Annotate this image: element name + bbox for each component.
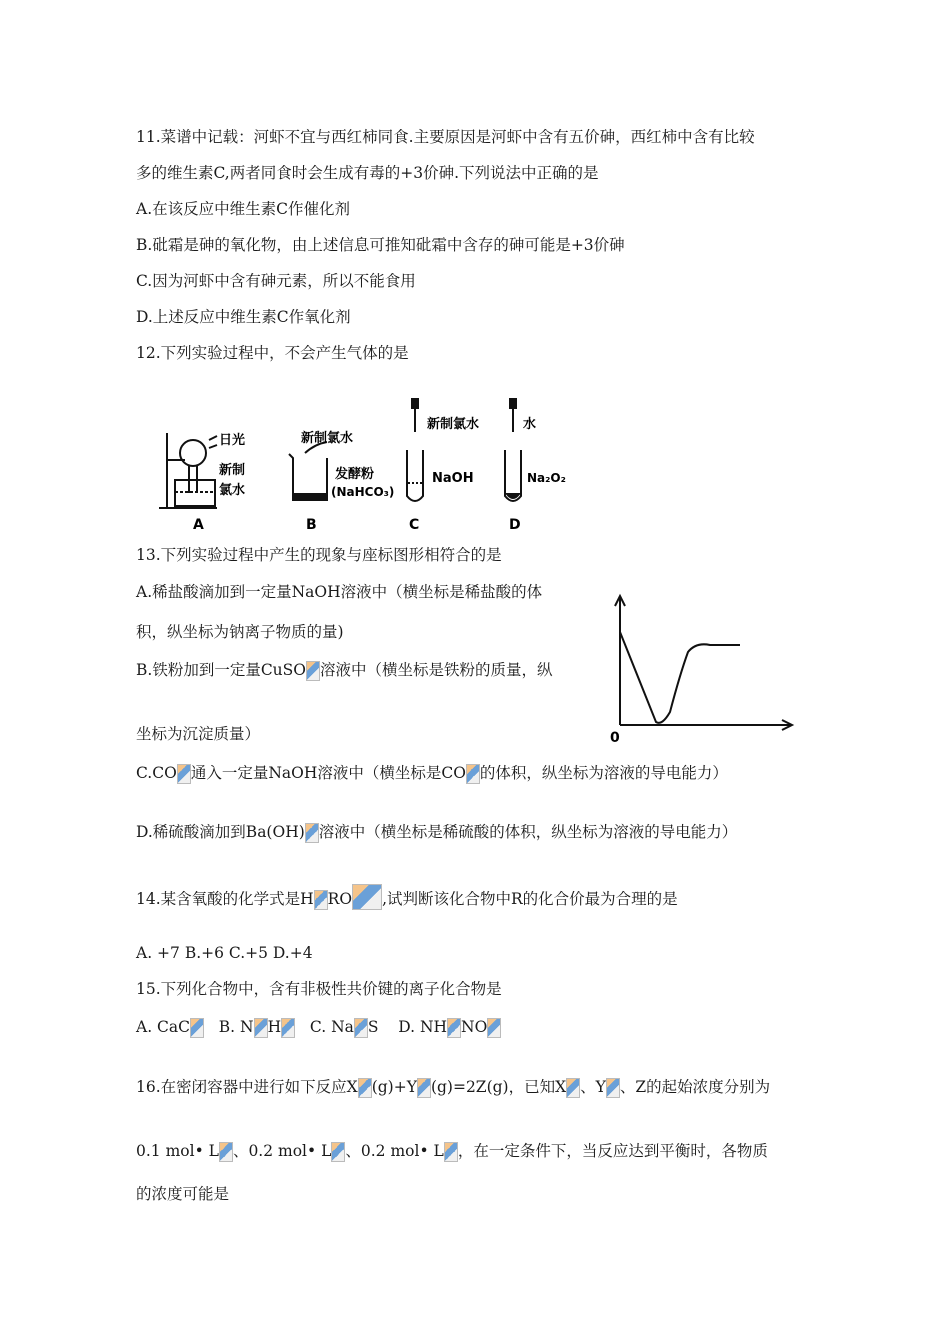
broken-image-icon bbox=[306, 661, 320, 681]
c-top-label: 新制氯水 bbox=[427, 417, 480, 432]
q11-option-a: A.在该反应中维生素C作催化剂 bbox=[136, 200, 350, 218]
q13-coordinate-graph bbox=[600, 590, 800, 745]
broken-image-icon bbox=[305, 823, 319, 843]
q14-stem: 14.某含氧酸的化学式是H RO ,试判断该化合物中R的化合价最为合理的是 bbox=[136, 884, 678, 910]
q13-option-c: C.CO 通入一定量NaOH溶液中（横坐标是CO 的体积，纵坐标为溶液的导电能力） bbox=[136, 764, 728, 782]
broken-image-icon bbox=[352, 884, 382, 910]
q13-option-d: D.稀硫酸滴加到Ba(OH) 溶液中（横坐标是稀硫酸的体积，纵坐标为溶液的导电能力） bbox=[136, 823, 738, 841]
broken-image-icon bbox=[190, 1018, 204, 1038]
broken-image-icon bbox=[314, 890, 328, 910]
apparatus-d bbox=[505, 398, 521, 501]
broken-image-icon bbox=[254, 1018, 268, 1038]
broken-image-icon bbox=[466, 764, 480, 784]
apparatus-a bbox=[159, 433, 217, 508]
q11-stem-line2: 多的维生素C,两者同食时会生成有毒的+3价砷.下列说法中正确的是 bbox=[136, 164, 599, 182]
q11-option-d: D.上述反应中维生素C作氧化剂 bbox=[136, 308, 351, 326]
b-side-label-2: (NaHCO₃) bbox=[331, 485, 395, 499]
b-top-label: 新制氯水 bbox=[301, 431, 354, 446]
q16-stem-line1: 16.在密闭容器中进行如下反应X (g)+Y (g)=2Z(g)，已知X 、Y 、Z的起始浓度分别为 bbox=[136, 1078, 771, 1096]
broken-image-icon bbox=[331, 1142, 345, 1162]
q13-stem: 13.下列实验过程中产生的现象与座标图形相符合的是 bbox=[136, 546, 502, 564]
caption-a: A bbox=[193, 517, 204, 533]
caption-c: C bbox=[409, 517, 420, 533]
broken-image-icon bbox=[606, 1078, 620, 1098]
broken-image-icon bbox=[444, 1142, 458, 1162]
q11-option-b: B.砒霜是砷的氧化物，由上述信息可推知砒霜中含存的砷可能是+3价砷 bbox=[136, 236, 625, 254]
apparatus-c bbox=[407, 398, 423, 501]
q15-options: A. CaC B. N H C. Na S D. NH NO bbox=[136, 1017, 501, 1038]
q14-options: A. +7 B.+6 C.+5 D.+4 bbox=[136, 944, 313, 962]
q15-stem: 15.下列化合物中，含有非极性共价键的离子化合物是 bbox=[136, 980, 502, 998]
q11-option-c: C.因为河虾中含有砷元素，所以不能食用 bbox=[136, 272, 416, 290]
broken-image-icon bbox=[177, 764, 191, 784]
broken-image-icon bbox=[358, 1078, 372, 1098]
caption-d: D bbox=[509, 517, 521, 533]
broken-image-icon bbox=[354, 1018, 368, 1038]
q11-stem-line1: 11.菜谱中记载：河虾不宜与西红柿同食.主要原因是河虾中含有五价砷，西红柿中含有比较 bbox=[136, 128, 755, 146]
broken-image-icon bbox=[487, 1018, 501, 1038]
broken-image-icon bbox=[281, 1018, 295, 1038]
broken-image-icon bbox=[219, 1142, 233, 1162]
apparatus-b bbox=[289, 442, 327, 500]
graph-origin-label: 0 bbox=[610, 730, 620, 745]
caption-b: B bbox=[306, 517, 317, 533]
q13-option-a-line2: 积，纵坐标为钠离子物质的量) bbox=[136, 623, 344, 641]
a-reagent-label-2: 氯水 bbox=[219, 483, 246, 498]
c-side-label: NaOH bbox=[432, 471, 474, 486]
broken-image-icon bbox=[447, 1018, 461, 1038]
d-top-label: 水 bbox=[523, 417, 537, 432]
q12-apparatus-figure bbox=[155, 398, 575, 533]
a-sun-label: 日光 bbox=[219, 433, 246, 448]
d-side-label: Na₂O₂ bbox=[527, 471, 566, 485]
broken-image-icon bbox=[566, 1078, 580, 1098]
q12-stem: 12.下列实验过程中，不会产生气体的是 bbox=[136, 344, 409, 362]
a-reagent-label-1: 新制 bbox=[219, 463, 246, 478]
q13-option-b-line1: B.铁粉加到一定量CuSO 溶液中（横坐标是铁粉的质量，纵 bbox=[136, 661, 553, 679]
q13-option-b-line2: 坐标为沉淀质量） bbox=[136, 725, 261, 743]
q16-stem-line3: 的浓度可能是 bbox=[136, 1185, 230, 1203]
q16-stem-line2: 0.1 mol• L 、0.2 mol• L 、0.2 mol• L ，在一定条件下，当反应达到平衡时，各物质 bbox=[136, 1142, 768, 1160]
broken-image-icon bbox=[417, 1078, 431, 1098]
b-side-label-1: 发酵粉 bbox=[335, 467, 375, 482]
q13-option-a-line1: A.稀盐酸滴加到一定量NaOH溶液中（横坐标是稀盐酸的体 bbox=[136, 583, 543, 601]
